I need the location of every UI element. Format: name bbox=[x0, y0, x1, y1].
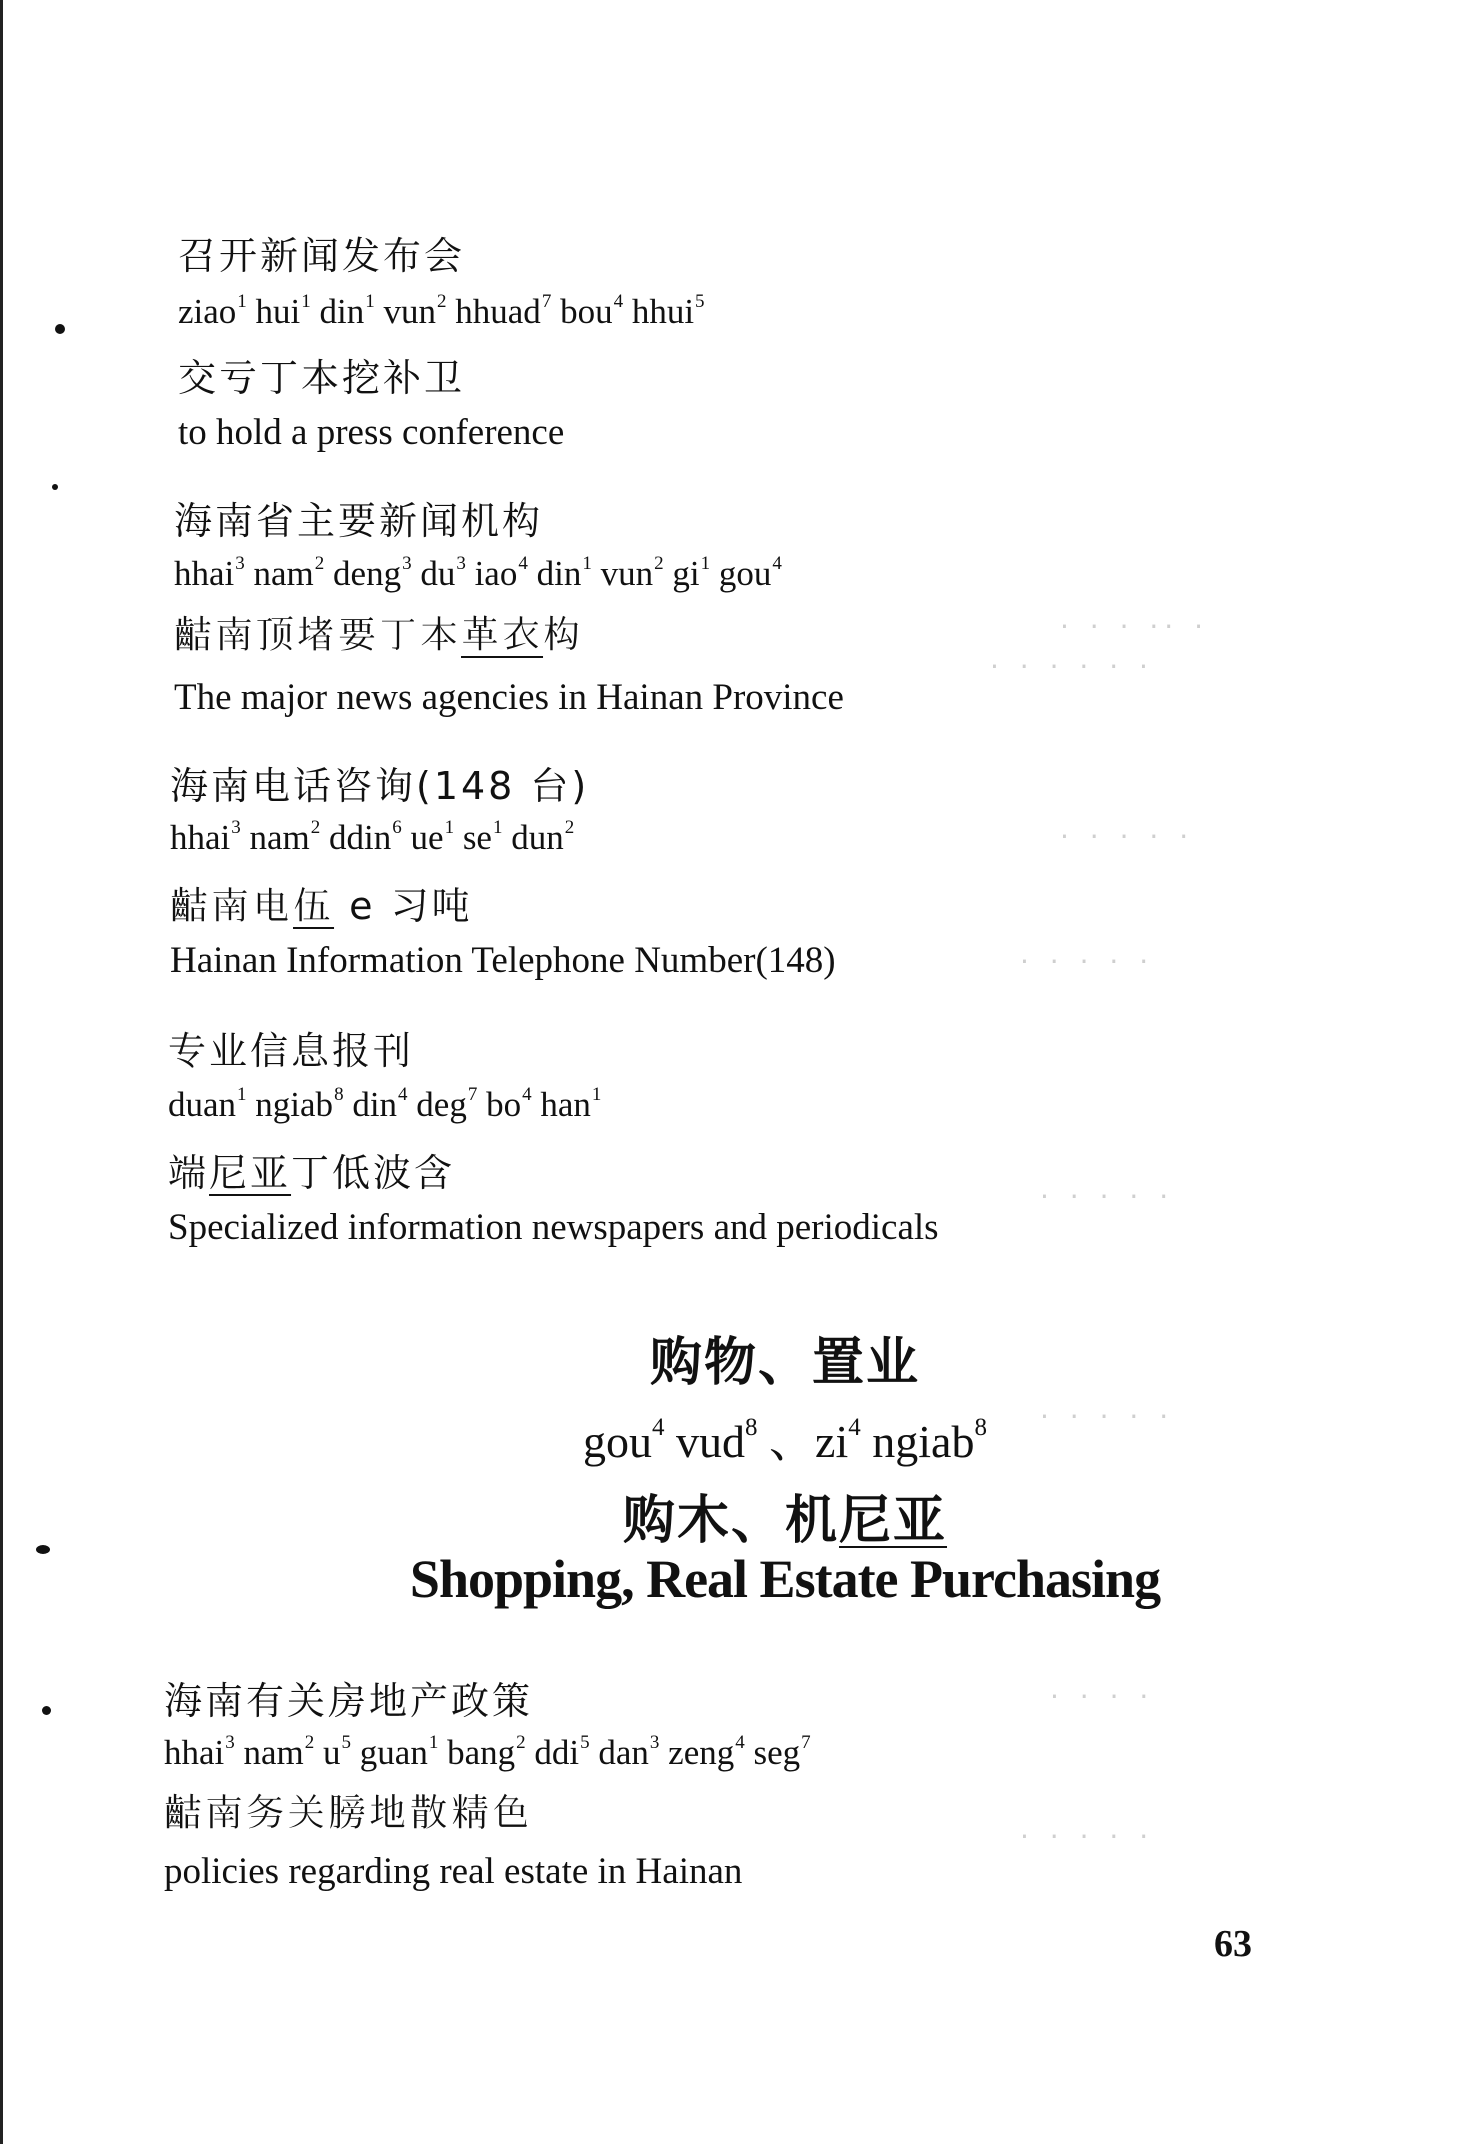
local-transcription bbox=[170, 875, 473, 930]
pinyin-syllable: ngiab bbox=[255, 1085, 334, 1124]
english-translation: policies regarding real estate in Hainan bbox=[164, 1851, 743, 1892]
pinyin-syllable: din bbox=[352, 1085, 398, 1124]
tone-number: 6 bbox=[392, 817, 402, 838]
pinyin-syllable: u bbox=[323, 1733, 341, 1772]
english-translation: Hainan Information Telephone Number(148) bbox=[170, 940, 836, 981]
english-translation: The major news agencies in Hainan Province bbox=[174, 677, 844, 718]
local-transcription bbox=[174, 610, 584, 657]
tone-number: 3 bbox=[225, 1732, 235, 1753]
margin-mark bbox=[52, 484, 58, 490]
text-segment: 构 bbox=[543, 613, 585, 657]
bleed-through-mark: · · · · bbox=[1050, 1680, 1155, 1713]
tone-number: 2 bbox=[310, 817, 321, 838]
tone-number: 4 bbox=[772, 553, 782, 574]
tone-number: 8 bbox=[334, 1084, 344, 1105]
section-title-chinese: 购物、置业 bbox=[649, 1333, 920, 1393]
tone-number: 1 bbox=[492, 817, 503, 838]
text-segment: e 习吨 bbox=[334, 884, 473, 928]
tone-number: 1 bbox=[582, 553, 592, 574]
tone-number: 7 bbox=[467, 1084, 478, 1105]
pinyin-syllable: nam bbox=[253, 554, 314, 593]
tone-number: 4 bbox=[522, 1084, 532, 1105]
pinyin-line bbox=[170, 817, 574, 858]
tone-number: 3 bbox=[231, 817, 241, 838]
english-translation: to hold a press conference bbox=[178, 412, 565, 453]
pinyin-line bbox=[168, 1084, 601, 1125]
pinyin-syllable: din bbox=[319, 292, 365, 331]
margin-mark bbox=[55, 324, 65, 334]
pinyin-syllable: iao bbox=[474, 554, 518, 593]
tone-number: 1 bbox=[237, 1084, 247, 1105]
text-segment: 购木、机 bbox=[622, 1491, 839, 1551]
pinyin-syllable: han bbox=[540, 1085, 591, 1124]
pinyin-syllable: 、zi bbox=[769, 1416, 849, 1467]
tone-number: 4 bbox=[735, 1732, 745, 1753]
pinyin-line bbox=[174, 553, 782, 594]
tone-number: 7 bbox=[541, 291, 552, 312]
tone-number: 7 bbox=[801, 1732, 811, 1753]
text-segment: 交亏丁本挖补卫 bbox=[178, 356, 466, 400]
tone-number: 1 bbox=[428, 1732, 439, 1753]
pinyin-syllable: gou bbox=[583, 1416, 653, 1467]
local-transcription bbox=[178, 347, 465, 402]
pinyin-line bbox=[164, 1732, 811, 1773]
page-number: 63 bbox=[1214, 1923, 1252, 1965]
pinyin-syllable: vud bbox=[676, 1416, 746, 1467]
pinyin-syllable: hhai bbox=[170, 818, 231, 857]
pinyin-syllable: nam bbox=[243, 1733, 304, 1772]
english-translation: Specialized information newspapers and periodicals bbox=[168, 1207, 939, 1248]
tone-number: 2 bbox=[437, 291, 447, 312]
underlined-segment: 尼亚 bbox=[839, 1491, 948, 1551]
pinyin-syllable: guan bbox=[359, 1733, 428, 1772]
page-edge-line bbox=[0, 0, 3, 2144]
pinyin-syllable: hhuad bbox=[455, 292, 541, 331]
tone-number: 1 bbox=[700, 553, 711, 574]
tone-number: 2 bbox=[564, 817, 575, 838]
tone-number: 1 bbox=[591, 1084, 602, 1105]
chinese-term: 专业信息报刊 bbox=[168, 1029, 415, 1073]
bleed-through-mark: · · · · · bbox=[1020, 1820, 1155, 1853]
pinyin-syllable: duan bbox=[168, 1085, 237, 1124]
bleed-through-mark: · · · · · bbox=[1040, 1400, 1175, 1433]
pinyin-syllable: deng bbox=[333, 554, 402, 593]
pinyin-syllable: hhai bbox=[164, 1733, 225, 1772]
local-transcription bbox=[168, 1142, 455, 1197]
tone-number: 3 bbox=[402, 553, 412, 574]
local-transcription bbox=[164, 1788, 533, 1835]
tone-number: 1 bbox=[237, 291, 247, 312]
margin-mark bbox=[42, 1706, 51, 1715]
pinyin-syllable: hhui bbox=[631, 292, 695, 331]
tone-number: 4 bbox=[613, 291, 624, 312]
pinyin-syllable: zeng bbox=[668, 1733, 735, 1772]
pinyin-syllable: se bbox=[462, 818, 492, 857]
tone-number: 3 bbox=[456, 553, 466, 574]
chinese-term: 海南省主要新闻机构 bbox=[174, 499, 544, 543]
pinyin-syllable: hhai bbox=[174, 554, 235, 593]
pinyin-syllable: ziao bbox=[178, 292, 237, 331]
pinyin-syllable: ddi bbox=[534, 1733, 580, 1772]
pinyin-syllable: bang bbox=[447, 1733, 516, 1772]
pinyin-syllable: nam bbox=[249, 818, 310, 857]
pinyin-syllable: deg bbox=[416, 1085, 467, 1124]
bleed-through-mark: · · · · · bbox=[1020, 945, 1155, 978]
section-title-pinyin bbox=[48, 1405, 1474, 1471]
chinese-term: 海南电话咨询(148 台) bbox=[170, 764, 590, 808]
tone-number: 4 bbox=[398, 1084, 408, 1105]
tone-number: 1 bbox=[365, 291, 375, 312]
pinyin-syllable: gi bbox=[672, 554, 700, 593]
tone-number: 5 bbox=[341, 1732, 352, 1753]
tone-number: 3 bbox=[649, 1732, 660, 1753]
pinyin-syllable: dan bbox=[598, 1733, 649, 1772]
bleed-through-mark: · · · · · bbox=[1040, 1180, 1175, 1213]
underlined-segment: 革衣 bbox=[461, 613, 544, 657]
tone-number: 4 bbox=[652, 1414, 665, 1441]
chinese-term: 海南有关房地产政策 bbox=[164, 1679, 534, 1723]
underlined-segment: 伍 bbox=[293, 884, 335, 928]
tone-number: 1 bbox=[444, 817, 455, 838]
pinyin-syllable: du bbox=[420, 554, 456, 593]
tone-number: 2 bbox=[314, 553, 325, 574]
pinyin-syllable: bou bbox=[560, 292, 613, 331]
tone-number: 4 bbox=[518, 553, 528, 574]
tone-number: 2 bbox=[516, 1732, 526, 1753]
bleed-through-mark: · · · · · bbox=[1060, 820, 1195, 853]
underlined-segment: 尼亚 bbox=[209, 1151, 292, 1195]
tone-number: 2 bbox=[304, 1732, 315, 1753]
pinyin-syllable: ue bbox=[410, 818, 444, 857]
text-segment: 𪗾南务关膀地散精色 bbox=[164, 1791, 534, 1835]
pinyin-syllable: bo bbox=[486, 1085, 522, 1124]
pinyin-line bbox=[178, 291, 705, 332]
text-segment: 丁低波含 bbox=[291, 1151, 456, 1195]
pinyin-syllable: dun bbox=[511, 818, 564, 857]
pinyin-syllable: vun bbox=[383, 292, 437, 331]
tone-number: 8 bbox=[745, 1414, 758, 1441]
text-segment: 𪗾南顶堵要丁本 bbox=[174, 613, 462, 657]
pinyin-syllable: hui bbox=[255, 292, 301, 331]
tone-number: 2 bbox=[654, 553, 664, 574]
pinyin-syllable: gou bbox=[718, 554, 772, 593]
pinyin-syllable: seg bbox=[753, 1733, 801, 1772]
text-segment: 端 bbox=[168, 1151, 210, 1195]
tone-number: 8 bbox=[974, 1414, 987, 1441]
chinese-term: 召开新闻发布会 bbox=[178, 234, 466, 278]
bleed-through-mark: · · · · · · bbox=[990, 650, 1154, 683]
pinyin-syllable: ddin bbox=[329, 818, 392, 857]
text-segment: 𪗾南电 bbox=[170, 884, 294, 928]
pinyin-syllable: vun bbox=[600, 554, 654, 593]
bleed-through-mark: · · · ·· · bbox=[1060, 610, 1210, 643]
tone-number: 4 bbox=[848, 1414, 861, 1441]
pinyin-syllable: din bbox=[536, 554, 582, 593]
tone-number: 1 bbox=[301, 291, 311, 312]
section-title-local bbox=[48, 1478, 1474, 1553]
tone-number: 5 bbox=[695, 291, 705, 312]
tone-number: 3 bbox=[235, 553, 245, 574]
section-title-english: Shopping, Real Estate Purchasing bbox=[409, 1549, 1161, 1609]
pinyin-syllable: ngiab bbox=[872, 1416, 975, 1467]
tone-number: 5 bbox=[580, 1732, 590, 1753]
